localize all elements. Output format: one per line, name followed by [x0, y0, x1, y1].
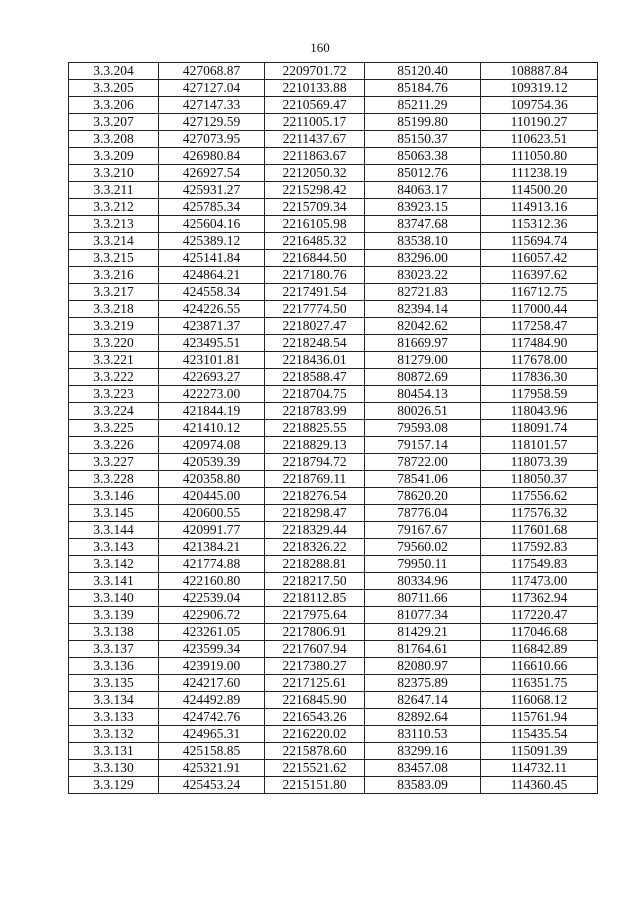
table-row — [69, 114, 598, 131]
point-id-cell: 3.3.212 — [69, 199, 159, 216]
point-id-cell: 3.3.204 — [69, 63, 159, 80]
point-id-cell: 3.3.222 — [69, 369, 159, 386]
value-c-cell: 85184.76 — [365, 80, 481, 97]
table-row — [69, 165, 598, 182]
value-d-cell: 117601.68 — [481, 522, 598, 539]
value-d-cell: 116397.62 — [481, 267, 598, 284]
value-a-cell: 423871.37 — [159, 318, 265, 335]
value-b-cell: 2217125.61 — [265, 675, 365, 692]
value-b-cell: 2212050.32 — [265, 165, 365, 182]
value-d-cell: 117592.83 — [481, 539, 598, 556]
value-d-cell: 117958.59 — [481, 386, 598, 403]
value-a-cell: 424965.31 — [159, 726, 265, 743]
value-a-cell: 420600.55 — [159, 505, 265, 522]
table-row — [69, 131, 598, 148]
point-id-cell: 3.3.145 — [69, 505, 159, 522]
value-d-cell: 117549.83 — [481, 556, 598, 573]
point-id-cell: 3.3.135 — [69, 675, 159, 692]
point-id-cell: 3.3.211 — [69, 182, 159, 199]
value-c-cell: 80454.13 — [365, 386, 481, 403]
value-c-cell: 78776.04 — [365, 505, 481, 522]
value-b-cell: 2218704.75 — [265, 386, 365, 403]
value-a-cell: 425158.85 — [159, 743, 265, 760]
value-b-cell: 2218825.55 — [265, 420, 365, 437]
table-row — [69, 658, 598, 675]
table-row — [69, 318, 598, 335]
value-b-cell: 2218436.01 — [265, 352, 365, 369]
value-a-cell: 425785.34 — [159, 199, 265, 216]
point-id-cell: 3.3.226 — [69, 437, 159, 454]
value-c-cell: 82394.14 — [365, 301, 481, 318]
value-a-cell: 426980.84 — [159, 148, 265, 165]
value-a-cell: 420991.77 — [159, 522, 265, 539]
table-body — [69, 63, 598, 794]
value-d-cell: 111238.19 — [481, 165, 598, 182]
value-d-cell: 118073.39 — [481, 454, 598, 471]
value-b-cell: 2218027.47 — [265, 318, 365, 335]
value-d-cell: 117000.44 — [481, 301, 598, 318]
value-b-cell: 2217491.54 — [265, 284, 365, 301]
table-row — [69, 437, 598, 454]
value-a-cell: 425604.16 — [159, 216, 265, 233]
value-c-cell: 81669.97 — [365, 335, 481, 352]
value-b-cell: 2216485.32 — [265, 233, 365, 250]
value-d-cell: 118043.96 — [481, 403, 598, 420]
point-id-cell: 3.3.133 — [69, 709, 159, 726]
value-b-cell: 2217774.50 — [265, 301, 365, 318]
table-row — [69, 726, 598, 743]
value-d-cell: 117836.30 — [481, 369, 598, 386]
point-id-cell: 3.3.141 — [69, 573, 159, 590]
value-a-cell: 424226.55 — [159, 301, 265, 318]
value-d-cell: 118101.57 — [481, 437, 598, 454]
value-c-cell: 85063.38 — [365, 148, 481, 165]
point-id-cell: 3.3.132 — [69, 726, 159, 743]
value-a-cell: 420539.39 — [159, 454, 265, 471]
point-id-cell: 3.3.224 — [69, 403, 159, 420]
table-row — [69, 709, 598, 726]
value-a-cell: 424558.34 — [159, 284, 265, 301]
value-b-cell: 2217806.91 — [265, 624, 365, 641]
point-id-cell: 3.3.214 — [69, 233, 159, 250]
value-a-cell: 423261.05 — [159, 624, 265, 641]
table-row — [69, 692, 598, 709]
table-row — [69, 386, 598, 403]
value-d-cell: 114360.45 — [481, 777, 598, 794]
table-row — [69, 522, 598, 539]
point-id-cell: 3.3.206 — [69, 97, 159, 114]
value-c-cell: 79593.08 — [365, 420, 481, 437]
value-d-cell: 110623.51 — [481, 131, 598, 148]
value-d-cell: 110190.27 — [481, 114, 598, 131]
value-a-cell: 427147.33 — [159, 97, 265, 114]
value-d-cell: 116842.89 — [481, 641, 598, 658]
value-c-cell: 83923.15 — [365, 199, 481, 216]
value-d-cell: 116351.75 — [481, 675, 598, 692]
value-a-cell: 426927.54 — [159, 165, 265, 182]
table-row — [69, 403, 598, 420]
value-b-cell: 2217180.76 — [265, 267, 365, 284]
table-row — [69, 641, 598, 658]
value-b-cell: 2210133.88 — [265, 80, 365, 97]
value-a-cell: 422273.00 — [159, 386, 265, 403]
point-id-cell: 3.3.139 — [69, 607, 159, 624]
value-b-cell: 2218794.72 — [265, 454, 365, 471]
point-id-cell: 3.3.144 — [69, 522, 159, 539]
value-b-cell: 2215521.62 — [265, 760, 365, 777]
point-id-cell: 3.3.228 — [69, 471, 159, 488]
value-d-cell: 117484.90 — [481, 335, 598, 352]
value-d-cell: 117046.68 — [481, 624, 598, 641]
value-d-cell: 116712.75 — [481, 284, 598, 301]
value-c-cell: 82892.64 — [365, 709, 481, 726]
value-c-cell: 82080.97 — [365, 658, 481, 675]
value-b-cell: 2216543.26 — [265, 709, 365, 726]
value-c-cell: 78722.00 — [365, 454, 481, 471]
value-d-cell: 114500.20 — [481, 182, 598, 199]
value-c-cell: 83110.53 — [365, 726, 481, 743]
value-a-cell: 424217.60 — [159, 675, 265, 692]
point-id-cell: 3.3.219 — [69, 318, 159, 335]
value-a-cell: 424492.89 — [159, 692, 265, 709]
table-row — [69, 624, 598, 641]
value-a-cell: 421844.19 — [159, 403, 265, 420]
value-b-cell: 2215878.60 — [265, 743, 365, 760]
point-id-cell: 3.3.225 — [69, 420, 159, 437]
value-d-cell: 117556.62 — [481, 488, 598, 505]
value-d-cell: 117576.32 — [481, 505, 598, 522]
value-b-cell: 2218112.85 — [265, 590, 365, 607]
point-id-cell: 3.3.220 — [69, 335, 159, 352]
table-row — [69, 777, 598, 794]
value-c-cell: 79157.14 — [365, 437, 481, 454]
value-d-cell: 109319.12 — [481, 80, 598, 97]
value-c-cell: 83583.09 — [365, 777, 481, 794]
value-a-cell: 422160.80 — [159, 573, 265, 590]
value-c-cell: 81429.21 — [365, 624, 481, 641]
point-id-cell: 3.3.209 — [69, 148, 159, 165]
table-row — [69, 590, 598, 607]
point-id-cell: 3.3.221 — [69, 352, 159, 369]
point-id-cell: 3.3.136 — [69, 658, 159, 675]
value-d-cell: 114732.11 — [481, 760, 598, 777]
value-c-cell: 79950.11 — [365, 556, 481, 573]
value-b-cell: 2211437.67 — [265, 131, 365, 148]
value-a-cell: 425321.91 — [159, 760, 265, 777]
table-row — [69, 301, 598, 318]
table-row — [69, 148, 598, 165]
value-d-cell: 111050.80 — [481, 148, 598, 165]
point-id-cell: 3.3.142 — [69, 556, 159, 573]
value-d-cell: 116610.66 — [481, 658, 598, 675]
table-row — [69, 760, 598, 777]
value-d-cell: 116057.42 — [481, 250, 598, 267]
coordinate-table — [68, 62, 598, 794]
value-b-cell: 2216844.50 — [265, 250, 365, 267]
table-row — [69, 488, 598, 505]
point-id-cell: 3.3.217 — [69, 284, 159, 301]
table-row — [69, 454, 598, 471]
value-b-cell: 2218217.50 — [265, 573, 365, 590]
value-b-cell: 2217975.64 — [265, 607, 365, 624]
value-a-cell: 422539.04 — [159, 590, 265, 607]
value-b-cell: 2210569.47 — [265, 97, 365, 114]
value-d-cell: 117258.47 — [481, 318, 598, 335]
value-c-cell: 81077.34 — [365, 607, 481, 624]
value-b-cell: 2218276.54 — [265, 488, 365, 505]
table-row — [69, 80, 598, 97]
table-row — [69, 63, 598, 80]
value-b-cell: 2218326.22 — [265, 539, 365, 556]
point-id-cell: 3.3.216 — [69, 267, 159, 284]
value-a-cell: 425931.27 — [159, 182, 265, 199]
value-a-cell: 427073.95 — [159, 131, 265, 148]
value-d-cell: 117362.94 — [481, 590, 598, 607]
value-c-cell: 80711.66 — [365, 590, 481, 607]
value-b-cell: 2217607.94 — [265, 641, 365, 658]
value-c-cell: 85211.29 — [365, 97, 481, 114]
table-row — [69, 284, 598, 301]
value-b-cell: 2218288.81 — [265, 556, 365, 573]
value-c-cell: 83296.00 — [365, 250, 481, 267]
value-a-cell: 425389.12 — [159, 233, 265, 250]
table-row — [69, 573, 598, 590]
value-d-cell: 109754.36 — [481, 97, 598, 114]
page-number: 160 — [310, 40, 330, 55]
value-d-cell: 118050.37 — [481, 471, 598, 488]
value-a-cell: 423599.34 — [159, 641, 265, 658]
value-a-cell: 425453.24 — [159, 777, 265, 794]
value-d-cell: 117678.00 — [481, 352, 598, 369]
point-id-cell: 3.3.146 — [69, 488, 159, 505]
point-id-cell: 3.3.138 — [69, 624, 159, 641]
table-row — [69, 607, 598, 624]
value-d-cell: 118091.74 — [481, 420, 598, 437]
table-row — [69, 233, 598, 250]
value-c-cell: 84063.17 — [365, 182, 481, 199]
table-row — [69, 182, 598, 199]
value-a-cell: 425141.84 — [159, 250, 265, 267]
value-b-cell: 2215709.34 — [265, 199, 365, 216]
table-row — [69, 471, 598, 488]
value-a-cell: 420974.08 — [159, 437, 265, 454]
value-c-cell: 83538.10 — [365, 233, 481, 250]
value-b-cell: 2215298.42 — [265, 182, 365, 199]
value-c-cell: 78541.06 — [365, 471, 481, 488]
value-b-cell: 2218588.47 — [265, 369, 365, 386]
value-b-cell: 2216105.98 — [265, 216, 365, 233]
point-id-cell: 3.3.143 — [69, 539, 159, 556]
value-b-cell: 2217380.27 — [265, 658, 365, 675]
point-id-cell: 3.3.218 — [69, 301, 159, 318]
point-id-cell: 3.3.223 — [69, 386, 159, 403]
value-a-cell: 423101.81 — [159, 352, 265, 369]
point-id-cell: 3.3.130 — [69, 760, 159, 777]
value-a-cell: 427129.59 — [159, 114, 265, 131]
value-b-cell: 2211863.67 — [265, 148, 365, 165]
table-row — [69, 675, 598, 692]
table-row — [69, 505, 598, 522]
value-d-cell: 115761.94 — [481, 709, 598, 726]
value-d-cell: 115091.39 — [481, 743, 598, 760]
value-a-cell: 421384.21 — [159, 539, 265, 556]
value-a-cell: 423495.51 — [159, 335, 265, 352]
value-c-cell: 80872.69 — [365, 369, 481, 386]
value-c-cell: 85199.80 — [365, 114, 481, 131]
point-id-cell: 3.3.129 — [69, 777, 159, 794]
value-b-cell: 2216220.02 — [265, 726, 365, 743]
value-c-cell: 79560.02 — [365, 539, 481, 556]
point-id-cell: 3.3.227 — [69, 454, 159, 471]
value-c-cell: 82042.62 — [365, 318, 481, 335]
value-c-cell: 81279.00 — [365, 352, 481, 369]
value-a-cell: 427127.04 — [159, 80, 265, 97]
table-row — [69, 199, 598, 216]
table-row — [69, 97, 598, 114]
value-a-cell: 424864.21 — [159, 267, 265, 284]
value-c-cell: 85012.76 — [365, 165, 481, 182]
value-c-cell: 82375.89 — [365, 675, 481, 692]
value-c-cell: 83023.22 — [365, 267, 481, 284]
value-a-cell: 422693.27 — [159, 369, 265, 386]
value-d-cell: 115694.74 — [481, 233, 598, 250]
value-c-cell: 83747.68 — [365, 216, 481, 233]
value-c-cell: 83299.16 — [365, 743, 481, 760]
point-id-cell: 3.3.131 — [69, 743, 159, 760]
value-b-cell: 2218298.47 — [265, 505, 365, 522]
value-d-cell: 117473.00 — [481, 573, 598, 590]
point-id-cell: 3.3.137 — [69, 641, 159, 658]
table-row — [69, 250, 598, 267]
value-d-cell: 115312.36 — [481, 216, 598, 233]
value-b-cell: 2218783.99 — [265, 403, 365, 420]
point-id-cell: 3.3.208 — [69, 131, 159, 148]
value-b-cell: 2218769.11 — [265, 471, 365, 488]
value-c-cell: 85150.37 — [365, 131, 481, 148]
point-id-cell: 3.3.134 — [69, 692, 159, 709]
value-c-cell: 80334.96 — [365, 573, 481, 590]
value-b-cell: 2216845.90 — [265, 692, 365, 709]
table-row — [69, 539, 598, 556]
point-id-cell: 3.3.205 — [69, 80, 159, 97]
value-b-cell: 2215151.80 — [265, 777, 365, 794]
table-row — [69, 335, 598, 352]
value-c-cell: 82647.14 — [365, 692, 481, 709]
point-id-cell: 3.3.207 — [69, 114, 159, 131]
value-a-cell: 422906.72 — [159, 607, 265, 624]
point-id-cell: 3.3.215 — [69, 250, 159, 267]
value-d-cell: 117220.47 — [481, 607, 598, 624]
table-row — [69, 369, 598, 386]
value-a-cell: 420358.80 — [159, 471, 265, 488]
value-d-cell: 115435.54 — [481, 726, 598, 743]
value-c-cell: 83457.08 — [365, 760, 481, 777]
value-c-cell: 78620.20 — [365, 488, 481, 505]
value-a-cell: 424742.76 — [159, 709, 265, 726]
value-c-cell: 79167.67 — [365, 522, 481, 539]
value-b-cell: 2209701.72 — [265, 63, 365, 80]
table-row — [69, 216, 598, 233]
value-c-cell: 80026.51 — [365, 403, 481, 420]
value-d-cell: 116068.12 — [481, 692, 598, 709]
table-row — [69, 556, 598, 573]
table-row — [69, 352, 598, 369]
value-c-cell: 82721.83 — [365, 284, 481, 301]
value-a-cell: 420445.00 — [159, 488, 265, 505]
value-d-cell: 108887.84 — [481, 63, 598, 80]
value-c-cell: 85120.40 — [365, 63, 481, 80]
value-d-cell: 114913.16 — [481, 199, 598, 216]
point-id-cell: 3.3.210 — [69, 165, 159, 182]
value-a-cell: 421410.12 — [159, 420, 265, 437]
value-b-cell: 2211005.17 — [265, 114, 365, 131]
value-c-cell: 81764.61 — [365, 641, 481, 658]
table-row — [69, 420, 598, 437]
table-row — [69, 267, 598, 284]
point-id-cell: 3.3.140 — [69, 590, 159, 607]
value-a-cell: 427068.87 — [159, 63, 265, 80]
value-b-cell: 2218248.54 — [265, 335, 365, 352]
value-b-cell: 2218329.44 — [265, 522, 365, 539]
point-id-cell: 3.3.213 — [69, 216, 159, 233]
table-row — [69, 743, 598, 760]
value-b-cell: 2218829.13 — [265, 437, 365, 454]
value-a-cell: 421774.88 — [159, 556, 265, 573]
value-a-cell: 423919.00 — [159, 658, 265, 675]
